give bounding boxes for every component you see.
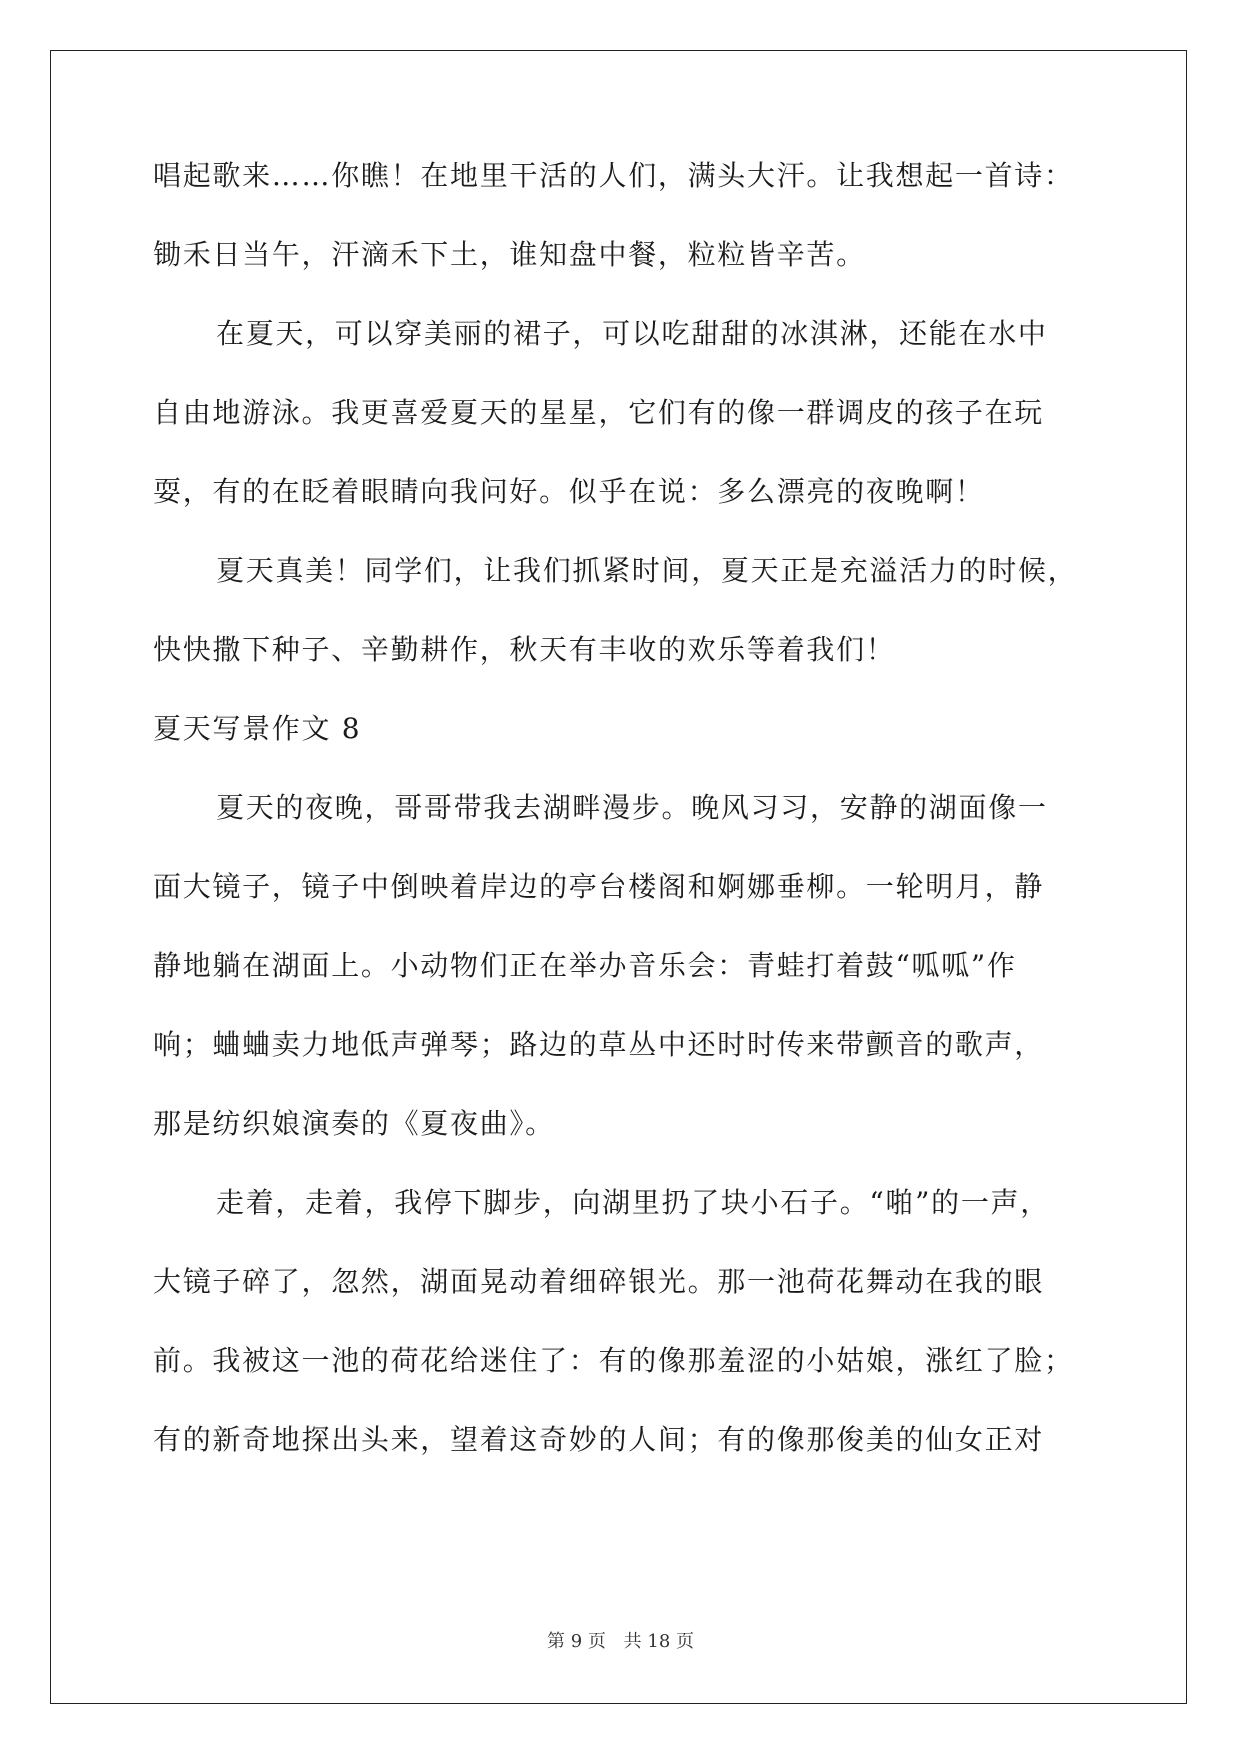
paragraph-start: 在夏天，可以穿美丽的裙子，可以吃甜甜的冰淇淋，还能在水中 <box>216 317 1048 350</box>
text-line: 锄禾日当午，汗滴禾下土，谁知盘中餐，粒粒皆辛苦。 <box>153 238 866 271</box>
paragraph-start: 夏天的夜晚，哥哥带我去湖畔漫步。晚风习习，安静的湖面像一 <box>216 791 1048 824</box>
paragraph-start: 夏天真美！同学们，让我们抓紧时间，夏天正是充溢活力的时候， <box>216 554 1078 587</box>
text-line: 耍，有的在眨着眼睛向我问好。似乎在说：多么漂亮的夜晚啊！ <box>153 475 985 508</box>
text-line: 自由地游泳。我更喜爱夏天的星星，它们有的像一群调皮的孩子在玩 <box>153 396 1045 429</box>
document-body <box>153 159 1093 1502</box>
text-line: 有的新奇地探出头来，望着这奇妙的人间；有的像那俊美的仙女正对 <box>153 1423 1045 1456</box>
page-footer <box>0 1631 1241 1653</box>
text-line: 唱起歌来……你瞧！在地里干活的人们，满头大汗。让我想起一首诗： <box>153 159 1074 192</box>
text-line: 那是纺织娘演奏的《夏夜曲》。 <box>153 1107 555 1140</box>
section-heading: 夏天写景作文 8 <box>153 712 362 745</box>
text-line: 快快撒下种子、辛勤耕作，秋天有丰收的欢乐等着我们！ <box>153 633 896 666</box>
text-line: 大镜子碎了，忽然，湖面晃动着细碎银光。那一池荷花舞动在我的眼 <box>153 1265 1045 1298</box>
text-line: 静地躺在湖面上。小动物们正在举办音乐会：青蛙打着鼓“呱呱”作 <box>153 949 1017 982</box>
text-line: 响；蛐蛐卖力地低声弹琴；路边的草丛中还时时传来带颤音的歌声， <box>153 1028 1045 1061</box>
text-line: 面大镜子，镜子中倒映着岸边的亭台楼阁和婀娜垂柳。一轮明月，静 <box>153 870 1045 903</box>
text-line: 前。我被这一池的荷花给迷住了：有的像那羞涩的小姑娘，涨红了脸； <box>153 1344 1074 1377</box>
page-number: 第 9 页 <box>547 1631 606 1652</box>
total-pages: 共 18 页 <box>623 1631 694 1652</box>
paragraph-start: 走着，走着，我停下脚步，向湖里扔了块小石子。“啪”的一声， <box>216 1186 1050 1219</box>
